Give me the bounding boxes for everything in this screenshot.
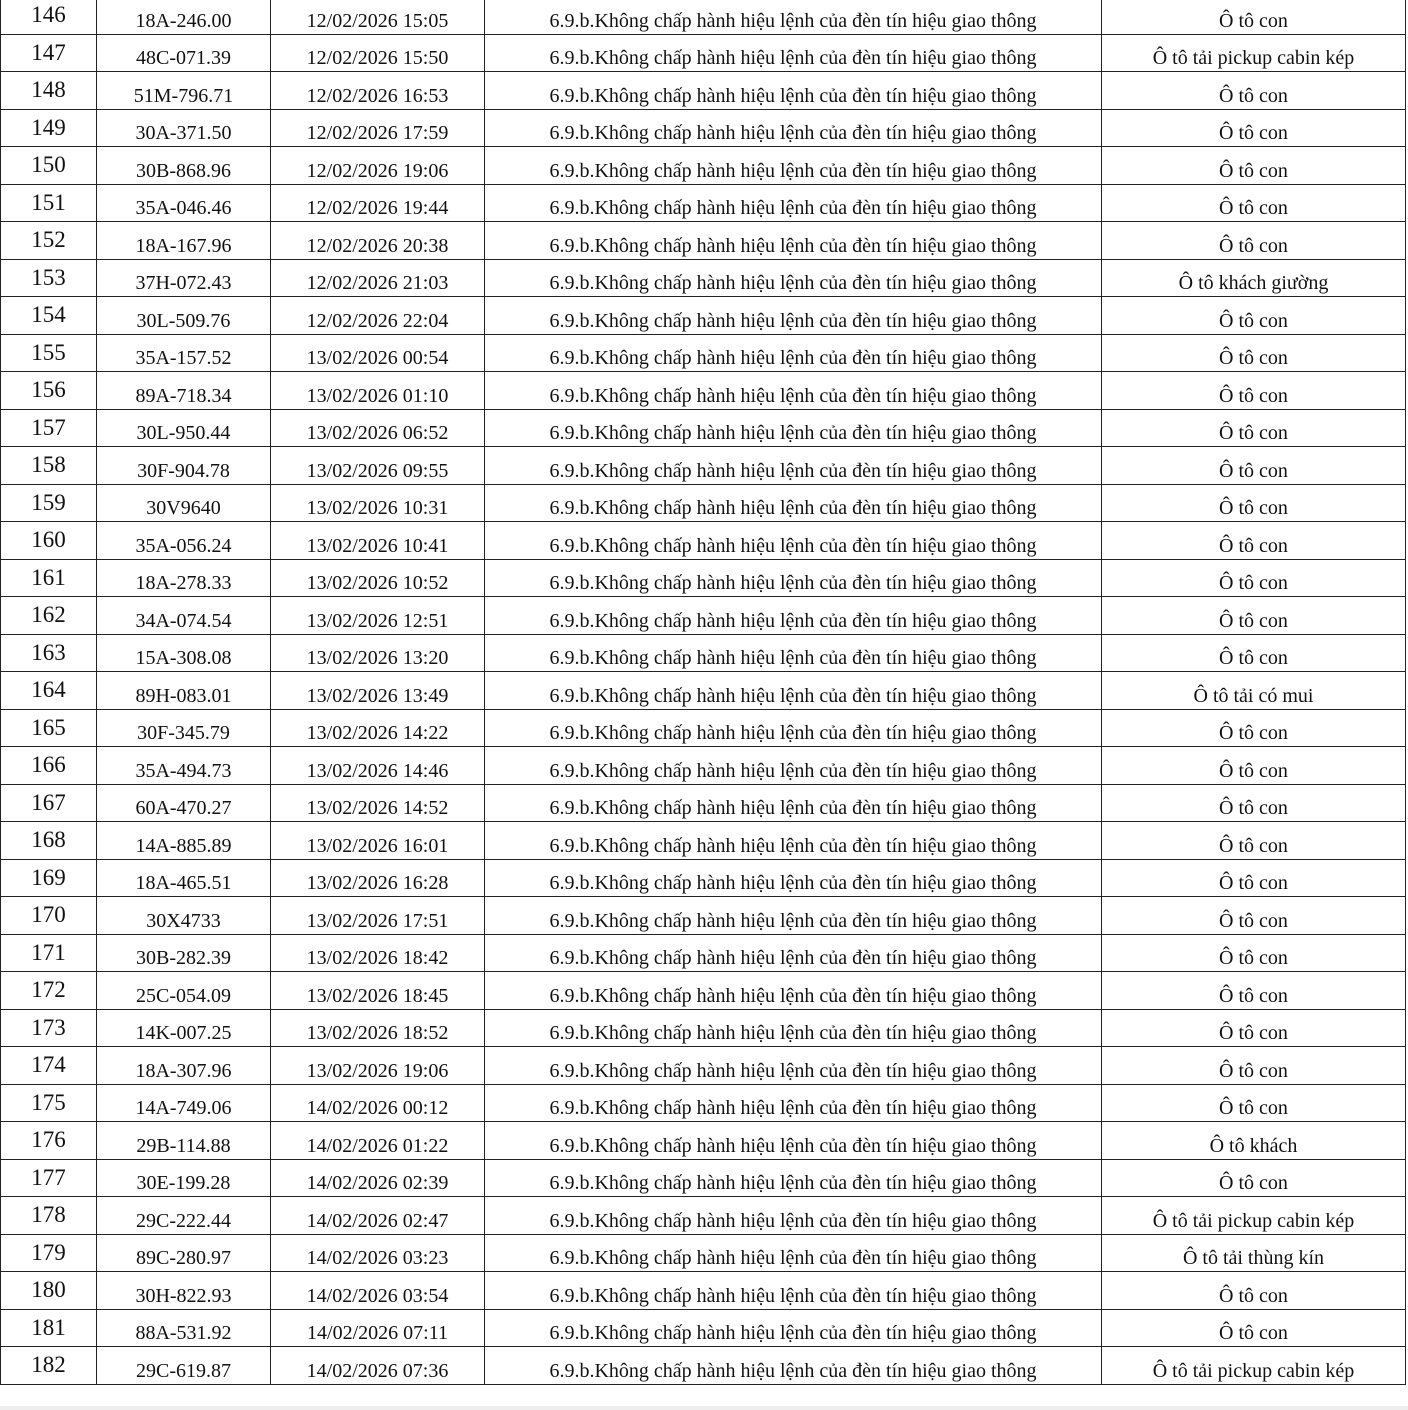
violation-description-cell: 6.9.b.Không chấp hành hiệu lệnh của đèn tín hiệu giao thông	[485, 972, 1102, 1010]
violation-time-cell: 14/02/2026 01:22	[271, 1122, 485, 1160]
license-plate-cell: 18A-465.51	[97, 859, 271, 897]
vehicle-type-cell: Ô tô tải thùng kín	[1102, 1234, 1406, 1272]
vehicle-type-cell: Ô tô con	[1102, 484, 1406, 522]
vehicle-type-cell: Ô tô con	[1102, 822, 1406, 860]
table-row	[1, 0, 1406, 34]
vehicle-type-cell: Ô tô tải pickup cabin kép	[1102, 34, 1406, 72]
violation-time-cell: 14/02/2026 02:39	[271, 1159, 485, 1197]
violation-time-cell: 13/02/2026 01:10	[271, 372, 485, 410]
table-row	[1, 297, 1406, 335]
violation-time-cell: 13/02/2026 14:46	[271, 747, 485, 785]
vehicle-type-cell: Ô tô con	[1102, 297, 1406, 335]
license-plate-cell: 30F-345.79	[97, 709, 271, 747]
table-row	[1, 709, 1406, 747]
vehicle-type-cell: Ô tô con	[1102, 934, 1406, 972]
violation-description-cell: 6.9.b.Không chấp hành hiệu lệnh của đèn tín hiệu giao thông	[485, 1234, 1102, 1272]
row-number-cell: 167	[1, 784, 97, 822]
vehicle-type-cell: Ô tô con	[1102, 409, 1406, 447]
row-number-cell: 154	[1, 297, 97, 335]
table-row	[1, 522, 1406, 560]
license-plate-cell: 14K-007.25	[97, 1009, 271, 1047]
table-row	[1, 334, 1406, 372]
vehicle-type-cell: Ô tô con	[1102, 597, 1406, 635]
table-row	[1, 747, 1406, 785]
vehicle-type-cell: Ô tô con	[1102, 634, 1406, 672]
license-plate-cell: 60A-470.27	[97, 784, 271, 822]
vehicle-type-cell: Ô tô tải có mui	[1102, 672, 1406, 710]
violation-time-cell: 13/02/2026 18:52	[271, 1009, 485, 1047]
violation-time-cell: 13/02/2026 16:01	[271, 822, 485, 860]
row-number-cell: 179	[1, 1234, 97, 1272]
violation-description-cell: 6.9.b.Không chấp hành hiệu lệnh của đèn tín hiệu giao thông	[485, 147, 1102, 185]
row-number-cell: 152	[1, 222, 97, 260]
row-number-cell: 148	[1, 72, 97, 110]
row-number-cell: 168	[1, 822, 97, 860]
violation-description-cell: 6.9.b.Không chấp hành hiệu lệnh của đèn tín hiệu giao thông	[485, 1159, 1102, 1197]
row-number-cell: 157	[1, 409, 97, 447]
table-row	[1, 972, 1406, 1010]
violation-time-cell: 12/02/2026 15:05	[271, 0, 485, 34]
violation-description-cell: 6.9.b.Không chấp hành hiệu lệnh của đèn tín hiệu giao thông	[485, 1047, 1102, 1085]
violation-time-cell: 13/02/2026 18:45	[271, 972, 485, 1010]
table-row	[1, 1159, 1406, 1197]
violation-description-cell: 6.9.b.Không chấp hành hiệu lệnh của đèn tín hiệu giao thông	[485, 559, 1102, 597]
violation-time-cell: 13/02/2026 18:42	[271, 934, 485, 972]
violation-description-cell: 6.9.b.Không chấp hành hiệu lệnh của đèn tín hiệu giao thông	[485, 784, 1102, 822]
table-row	[1, 1347, 1406, 1385]
table-row	[1, 259, 1406, 297]
row-number-cell: 150	[1, 147, 97, 185]
row-number-cell: 174	[1, 1047, 97, 1085]
license-plate-cell: 88A-531.92	[97, 1309, 271, 1347]
vehicle-type-cell: Ô tô con	[1102, 709, 1406, 747]
license-plate-cell: 30H-822.93	[97, 1272, 271, 1310]
violation-time-cell: 13/02/2026 13:20	[271, 634, 485, 672]
vehicle-type-cell: Ô tô con	[1102, 372, 1406, 410]
vehicle-type-cell: Ô tô con	[1102, 1309, 1406, 1347]
vehicle-type-cell: Ô tô con	[1102, 334, 1406, 372]
license-plate-cell: 14A-749.06	[97, 1084, 271, 1122]
violation-time-cell: 13/02/2026 09:55	[271, 447, 485, 485]
violation-description-cell: 6.9.b.Không chấp hành hiệu lệnh của đèn tín hiệu giao thông	[485, 297, 1102, 335]
table-row	[1, 34, 1406, 72]
violation-time-cell: 13/02/2026 14:52	[271, 784, 485, 822]
violation-description-cell: 6.9.b.Không chấp hành hiệu lệnh của đèn tín hiệu giao thông	[485, 1272, 1102, 1310]
table-row	[1, 109, 1406, 147]
license-plate-cell: 18A-307.96	[97, 1047, 271, 1085]
vehicle-type-cell: Ô tô con	[1102, 0, 1406, 34]
violation-description-cell: 6.9.b.Không chấp hành hiệu lệnh của đèn tín hiệu giao thông	[485, 222, 1102, 260]
violation-time-cell: 12/02/2026 22:04	[271, 297, 485, 335]
table-row	[1, 1309, 1406, 1347]
row-number-cell: 170	[1, 897, 97, 935]
table-row	[1, 1234, 1406, 1272]
vehicle-type-cell: Ô tô con	[1102, 972, 1406, 1010]
license-plate-cell: 48C-071.39	[97, 34, 271, 72]
violation-description-cell: 6.9.b.Không chấp hành hiệu lệnh của đèn tín hiệu giao thông	[485, 184, 1102, 222]
violation-description-cell: 6.9.b.Không chấp hành hiệu lệnh của đèn tín hiệu giao thông	[485, 522, 1102, 560]
license-plate-cell: 18A-167.96	[97, 222, 271, 260]
row-number-cell: 173	[1, 1009, 97, 1047]
row-number-cell: 146	[1, 0, 97, 34]
table-row	[1, 409, 1406, 447]
table-row	[1, 784, 1406, 822]
violation-time-cell: 12/02/2026 19:06	[271, 147, 485, 185]
row-number-cell: 169	[1, 859, 97, 897]
vehicle-type-cell: Ô tô con	[1102, 1159, 1406, 1197]
license-plate-cell: 30F-904.78	[97, 447, 271, 485]
vehicle-type-cell: Ô tô con	[1102, 147, 1406, 185]
license-plate-cell: 30B-868.96	[97, 147, 271, 185]
violation-description-cell: 6.9.b.Không chấp hành hiệu lệnh của đèn tín hiệu giao thông	[485, 747, 1102, 785]
license-plate-cell: 89H-083.01	[97, 672, 271, 710]
row-number-cell: 182	[1, 1347, 97, 1385]
row-number-cell: 175	[1, 1084, 97, 1122]
vehicle-type-cell: Ô tô tải pickup cabin kép	[1102, 1197, 1406, 1235]
violation-description-cell: 6.9.b.Không chấp hành hiệu lệnh của đèn tín hiệu giao thông	[485, 484, 1102, 522]
violation-time-cell: 12/02/2026 21:03	[271, 259, 485, 297]
violation-time-cell: 14/02/2026 03:23	[271, 1234, 485, 1272]
table-row	[1, 859, 1406, 897]
table-row	[1, 372, 1406, 410]
license-plate-cell: 30E-199.28	[97, 1159, 271, 1197]
license-plate-cell: 35A-494.73	[97, 747, 271, 785]
license-plate-cell: 89C-280.97	[97, 1234, 271, 1272]
row-number-cell: 171	[1, 934, 97, 972]
violation-description-cell: 6.9.b.Không chấp hành hiệu lệnh của đèn tín hiệu giao thông	[485, 1122, 1102, 1160]
table-row	[1, 184, 1406, 222]
violation-time-cell: 13/02/2026 14:22	[271, 709, 485, 747]
violation-time-cell: 13/02/2026 12:51	[271, 597, 485, 635]
violation-description-cell: 6.9.b.Không chấp hành hiệu lệnh của đèn tín hiệu giao thông	[485, 34, 1102, 72]
license-plate-cell: 30V9640	[97, 484, 271, 522]
row-number-cell: 153	[1, 259, 97, 297]
license-plate-cell: 25C-054.09	[97, 972, 271, 1010]
violation-description-cell: 6.9.b.Không chấp hành hiệu lệnh của đèn tín hiệu giao thông	[485, 672, 1102, 710]
violation-time-cell: 14/02/2026 03:54	[271, 1272, 485, 1310]
vehicle-type-cell: Ô tô con	[1102, 1047, 1406, 1085]
license-plate-cell: 30B-282.39	[97, 934, 271, 972]
license-plate-cell: 30X4733	[97, 897, 271, 935]
row-number-cell: 163	[1, 634, 97, 672]
row-number-cell: 181	[1, 1309, 97, 1347]
violation-description-cell: 6.9.b.Không chấp hành hiệu lệnh của đèn tín hiệu giao thông	[485, 72, 1102, 110]
license-plate-cell: 29C-619.87	[97, 1347, 271, 1385]
violation-time-cell: 13/02/2026 19:06	[271, 1047, 485, 1085]
license-plate-cell: 34A-074.54	[97, 597, 271, 635]
vehicle-type-cell: Ô tô con	[1102, 447, 1406, 485]
violation-time-cell: 12/02/2026 15:50	[271, 34, 485, 72]
violation-description-cell: 6.9.b.Không chấp hành hiệu lệnh của đèn tín hiệu giao thông	[485, 259, 1102, 297]
table-row	[1, 1009, 1406, 1047]
row-number-cell: 178	[1, 1197, 97, 1235]
violation-description-cell: 6.9.b.Không chấp hành hiệu lệnh của đèn tín hiệu giao thông	[485, 0, 1102, 34]
vehicle-type-cell: Ô tô con	[1102, 559, 1406, 597]
license-plate-cell: 29C-222.44	[97, 1197, 271, 1235]
table-row	[1, 822, 1406, 860]
license-plate-cell: 35A-056.24	[97, 522, 271, 560]
vehicle-type-cell: Ô tô khách	[1102, 1122, 1406, 1160]
table-row	[1, 1047, 1406, 1085]
vehicle-type-cell: Ô tô con	[1102, 222, 1406, 260]
violation-description-cell: 6.9.b.Không chấp hành hiệu lệnh của đèn tín hiệu giao thông	[485, 1009, 1102, 1047]
violation-description-cell: 6.9.b.Không chấp hành hiệu lệnh của đèn tín hiệu giao thông	[485, 1197, 1102, 1235]
violation-time-cell: 14/02/2026 07:11	[271, 1309, 485, 1347]
violation-time-cell: 13/02/2026 13:49	[271, 672, 485, 710]
license-plate-cell: 51M-796.71	[97, 72, 271, 110]
table-row	[1, 222, 1406, 260]
violation-time-cell: 13/02/2026 06:52	[271, 409, 485, 447]
vehicle-type-cell: Ô tô con	[1102, 522, 1406, 560]
row-number-cell: 149	[1, 109, 97, 147]
vehicle-type-cell: Ô tô con	[1102, 1009, 1406, 1047]
row-number-cell: 159	[1, 484, 97, 522]
vehicle-type-cell: Ô tô con	[1102, 1084, 1406, 1122]
table-row	[1, 1272, 1406, 1310]
license-plate-cell: 30L-950.44	[97, 409, 271, 447]
vehicle-type-cell: Ô tô con	[1102, 184, 1406, 222]
row-number-cell: 172	[1, 972, 97, 1010]
violation-time-cell: 12/02/2026 17:59	[271, 109, 485, 147]
row-number-cell: 156	[1, 372, 97, 410]
license-plate-cell: 37H-072.43	[97, 259, 271, 297]
violation-time-cell: 12/02/2026 16:53	[271, 72, 485, 110]
violation-time-cell: 13/02/2026 16:28	[271, 859, 485, 897]
violation-description-cell: 6.9.b.Không chấp hành hiệu lệnh của đèn tín hiệu giao thông	[485, 859, 1102, 897]
row-number-cell: 164	[1, 672, 97, 710]
violation-description-cell: 6.9.b.Không chấp hành hiệu lệnh của đèn tín hiệu giao thông	[485, 447, 1102, 485]
table-row	[1, 147, 1406, 185]
violation-time-cell: 14/02/2026 02:47	[271, 1197, 485, 1235]
vehicle-type-cell: Ô tô con	[1102, 784, 1406, 822]
license-plate-cell: 30L-509.76	[97, 297, 271, 335]
vehicle-type-cell: Ô tô con	[1102, 72, 1406, 110]
row-number-cell: 161	[1, 559, 97, 597]
table-row	[1, 447, 1406, 485]
violation-description-cell: 6.9.b.Không chấp hành hiệu lệnh của đèn tín hiệu giao thông	[485, 822, 1102, 860]
violation-description-cell: 6.9.b.Không chấp hành hiệu lệnh của đèn tín hiệu giao thông	[485, 897, 1102, 935]
license-plate-cell: 18A-278.33	[97, 559, 271, 597]
row-number-cell: 160	[1, 522, 97, 560]
row-number-cell: 166	[1, 747, 97, 785]
violation-description-cell: 6.9.b.Không chấp hành hiệu lệnh của đèn tín hiệu giao thông	[485, 1309, 1102, 1347]
row-number-cell: 180	[1, 1272, 97, 1310]
table-row	[1, 1122, 1406, 1160]
vehicle-type-cell: Ô tô con	[1102, 747, 1406, 785]
violation-time-cell: 14/02/2026 00:12	[271, 1084, 485, 1122]
table-body	[1, 0, 1406, 1384]
violation-description-cell: 6.9.b.Không chấp hành hiệu lệnh của đèn tín hiệu giao thông	[485, 597, 1102, 635]
violation-time-cell: 12/02/2026 20:38	[271, 222, 485, 260]
table-row	[1, 672, 1406, 710]
violation-time-cell: 12/02/2026 19:44	[271, 184, 485, 222]
license-plate-cell: 18A-246.00	[97, 0, 271, 34]
vehicle-type-cell: Ô tô tải pickup cabin kép	[1102, 1347, 1406, 1385]
vehicle-type-cell: Ô tô khách giường	[1102, 259, 1406, 297]
violation-description-cell: 6.9.b.Không chấp hành hiệu lệnh của đèn tín hiệu giao thông	[485, 934, 1102, 972]
table-row	[1, 559, 1406, 597]
table-row	[1, 897, 1406, 935]
violation-description-cell: 6.9.b.Không chấp hành hiệu lệnh của đèn tín hiệu giao thông	[485, 1084, 1102, 1122]
license-plate-cell: 35A-157.52	[97, 334, 271, 372]
table-row	[1, 1084, 1406, 1122]
violation-description-cell: 6.9.b.Không chấp hành hiệu lệnh của đèn tín hiệu giao thông	[485, 634, 1102, 672]
violation-description-cell: 6.9.b.Không chấp hành hiệu lệnh của đèn tín hiệu giao thông	[485, 409, 1102, 447]
vehicle-type-cell: Ô tô con	[1102, 109, 1406, 147]
violation-time-cell: 13/02/2026 10:52	[271, 559, 485, 597]
license-plate-cell: 30A-371.50	[97, 109, 271, 147]
table-row	[1, 72, 1406, 110]
row-number-cell: 162	[1, 597, 97, 635]
violation-description-cell: 6.9.b.Không chấp hành hiệu lệnh của đèn tín hiệu giao thông	[485, 372, 1102, 410]
table-row	[1, 1197, 1406, 1235]
violation-time-cell: 13/02/2026 17:51	[271, 897, 485, 935]
vehicle-type-cell: Ô tô con	[1102, 1272, 1406, 1310]
row-number-cell: 165	[1, 709, 97, 747]
row-number-cell: 158	[1, 447, 97, 485]
violation-description-cell: 6.9.b.Không chấp hành hiệu lệnh của đèn tín hiệu giao thông	[485, 1347, 1102, 1385]
row-number-cell: 147	[1, 34, 97, 72]
row-number-cell: 155	[1, 334, 97, 372]
vehicle-type-cell: Ô tô con	[1102, 859, 1406, 897]
license-plate-cell: 15A-308.08	[97, 634, 271, 672]
table-row	[1, 484, 1406, 522]
page-bottom-edge	[0, 1406, 1408, 1410]
row-number-cell: 176	[1, 1122, 97, 1160]
license-plate-cell: 29B-114.88	[97, 1122, 271, 1160]
violation-description-cell: 6.9.b.Không chấp hành hiệu lệnh của đèn tín hiệu giao thông	[485, 109, 1102, 147]
table-row	[1, 634, 1406, 672]
violation-description-cell: 6.9.b.Không chấp hành hiệu lệnh của đèn tín hiệu giao thông	[485, 334, 1102, 372]
row-number-cell: 177	[1, 1159, 97, 1197]
table-row	[1, 597, 1406, 635]
vehicle-type-cell: Ô tô con	[1102, 897, 1406, 935]
violation-time-cell: 14/02/2026 07:36	[271, 1347, 485, 1385]
license-plate-cell: 89A-718.34	[97, 372, 271, 410]
table-row	[1, 934, 1406, 972]
license-plate-cell: 14A-885.89	[97, 822, 271, 860]
violation-time-cell: 13/02/2026 10:41	[271, 522, 485, 560]
license-plate-cell: 35A-046.46	[97, 184, 271, 222]
violation-time-cell: 13/02/2026 00:54	[271, 334, 485, 372]
row-number-cell: 151	[1, 184, 97, 222]
violation-description-cell: 6.9.b.Không chấp hành hiệu lệnh của đèn tín hiệu giao thông	[485, 709, 1102, 747]
violation-time-cell: 13/02/2026 10:31	[271, 484, 485, 522]
